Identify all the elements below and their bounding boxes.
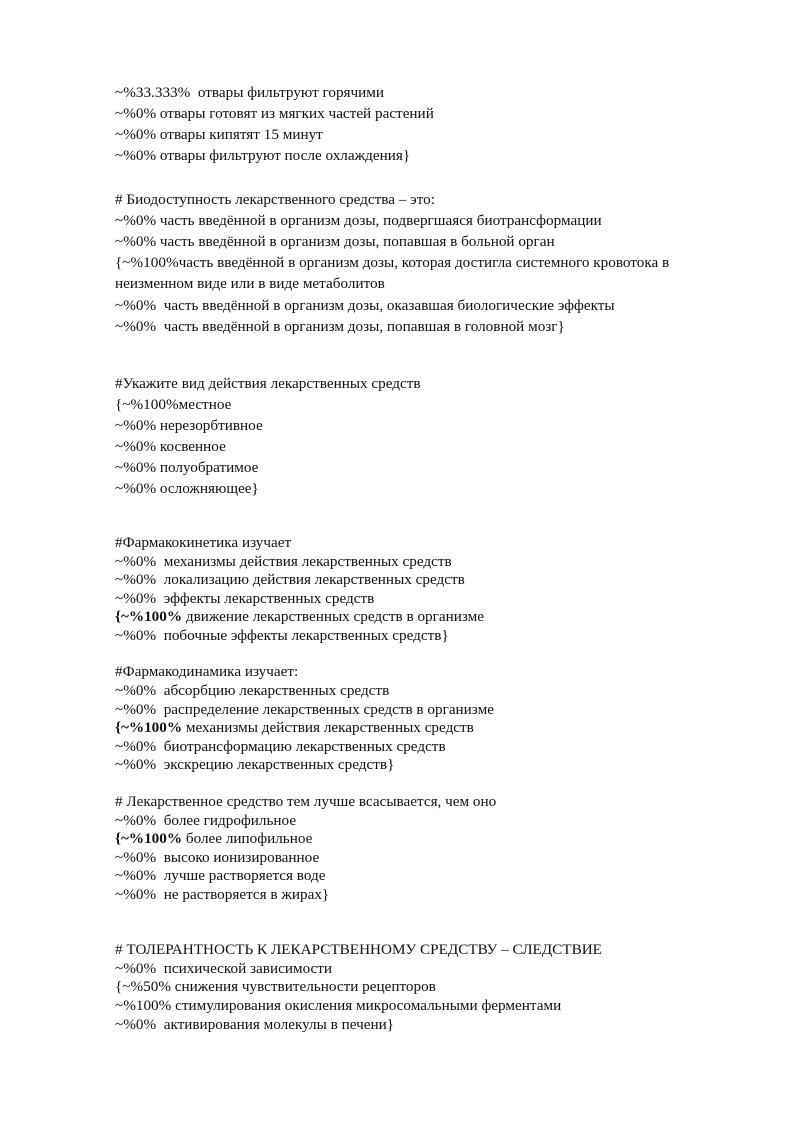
line-text: ~%0% локализацию действия лекарственных средств xyxy=(115,571,465,588)
line-text: #Фармакокинетика изучает xyxy=(115,534,292,551)
line-text: неизменном виде или в виде метаболитов xyxy=(115,275,385,292)
answer-option xyxy=(115,977,436,996)
line-text: ~%0% побочные эффекты лекарственных средств} xyxy=(115,627,449,644)
line-text: ~%0% экскрецию лекарственных средств} xyxy=(115,756,395,773)
question-text xyxy=(115,940,602,959)
question-text xyxy=(115,662,298,681)
answer-option xyxy=(115,83,384,102)
line-text: # Биодоступность лекарственного средства – это: xyxy=(115,191,435,208)
answer-option xyxy=(115,755,394,774)
answer-option xyxy=(115,996,561,1015)
answer-option xyxy=(115,589,374,608)
line-text: ~%0% часть введённой в организм дозы, попавшая в больной орган xyxy=(115,233,555,250)
line-text: ~%0% осложняющее} xyxy=(115,480,259,497)
line-text: ~%0% часть введённой в организм дозы, попавшая в головной мозг} xyxy=(115,318,565,335)
answer-option xyxy=(115,125,323,144)
answer-option xyxy=(115,866,325,885)
line-text: #Фармакодинамика изучает: xyxy=(115,663,299,680)
answer-option xyxy=(115,718,474,737)
line-text: ~%0% нерезорбтивное xyxy=(115,417,263,434)
answer-option xyxy=(115,274,385,293)
answer-option xyxy=(115,885,329,904)
correct-answer-marker: {~%100% xyxy=(115,830,183,847)
answer-option xyxy=(115,626,449,645)
line-text: ~%0% психической зависимости xyxy=(115,960,333,977)
line-text: ~%0% не растворяется в жирах} xyxy=(115,886,330,903)
line-text: механизмы действия лекарственных средств xyxy=(182,719,474,736)
line-text: ~%0% косвенное xyxy=(115,438,226,455)
line-text: {~%50% снижения чувствительности рецепторов xyxy=(115,978,436,995)
line-text: ~%0% механизмы действия лекарственных средств xyxy=(115,553,452,570)
line-text: ~%0% полуобратимое xyxy=(115,459,259,476)
line-text: ~%0% абсорбцию лекарственных средств xyxy=(115,682,390,699)
answer-option xyxy=(115,811,296,830)
answer-option xyxy=(115,737,446,756)
line-text: ~%0% часть введённой в организм дозы, оказавшая биологические эффекты xyxy=(115,297,615,314)
line-text: ~%0% отвары кипятят 15 минут xyxy=(115,126,323,143)
answer-option xyxy=(115,552,452,571)
question-text xyxy=(115,374,421,393)
line-text: более липофильное xyxy=(182,830,313,847)
answer-option xyxy=(115,700,494,719)
line-text: ~%33.333% отвары фильтруют горячими xyxy=(115,84,385,101)
line-text: ~%0% часть введённой в организм дозы, подвергшаяся биотрансформации xyxy=(115,212,602,229)
line-text: ~%0% биотрансформацию лекарственных средств xyxy=(115,738,446,755)
question-text xyxy=(115,190,435,209)
answer-option xyxy=(115,296,615,315)
answer-option xyxy=(115,395,231,414)
line-text: # Лекарственное средство тем лучше всасывается, чем оно xyxy=(115,793,497,810)
correct-answer-marker: {~%100% xyxy=(115,608,183,625)
answer-option xyxy=(115,1015,394,1034)
line-text: ~%0% более гидрофильное xyxy=(115,812,297,829)
answer-option xyxy=(115,211,602,230)
answer-option xyxy=(115,479,259,498)
line-text: ~%0% эффекты лекарственных средств xyxy=(115,590,375,607)
line-text: {~%100%местное xyxy=(115,396,232,413)
line-text: {~%100%часть введённой в организм дозы, которая достигла системного кровотока в xyxy=(115,254,670,271)
correct-answer-marker: {~%100% xyxy=(115,719,183,736)
answer-option xyxy=(115,232,555,251)
answer-option xyxy=(115,437,226,456)
line-text: ~%0% активирования молекулы в печени} xyxy=(115,1016,395,1033)
question-text xyxy=(115,792,496,811)
line-text: ~%0% распределение лекарственных средств в организме xyxy=(115,701,494,718)
line-text: движение лекарственных средств в организме xyxy=(182,608,485,625)
answer-option xyxy=(115,607,484,626)
line-text: #Укажите вид действия лекарственных средств xyxy=(115,375,421,392)
answer-option xyxy=(115,416,263,435)
answer-option xyxy=(115,848,319,867)
line-text: ~%0% отвары готовят из мягких частей растений xyxy=(115,105,434,122)
answer-option xyxy=(115,253,669,272)
answer-option xyxy=(115,959,332,978)
answer-option xyxy=(115,681,389,700)
answer-option xyxy=(115,146,410,165)
answer-option xyxy=(115,317,565,336)
answer-option xyxy=(115,829,312,848)
answer-option xyxy=(115,570,465,589)
line-text: ~%0% лучше растворяется воде xyxy=(115,867,326,884)
answer-option xyxy=(115,104,434,123)
line-text: ~%0% отвары фильтруют после охлаждения} xyxy=(115,147,411,164)
line-text: # ТОЛЕРАНТНОСТЬ К ЛЕКАРСТВЕННОМУ СРЕДСТВУ – СЛЕДСТВИЕ xyxy=(115,941,602,958)
question-text xyxy=(115,533,291,552)
line-text: ~%0% высоко ионизированное xyxy=(115,849,320,866)
line-text: ~%100% стимулирования окисления микросомальными ферментами xyxy=(115,997,562,1014)
answer-option xyxy=(115,458,258,477)
